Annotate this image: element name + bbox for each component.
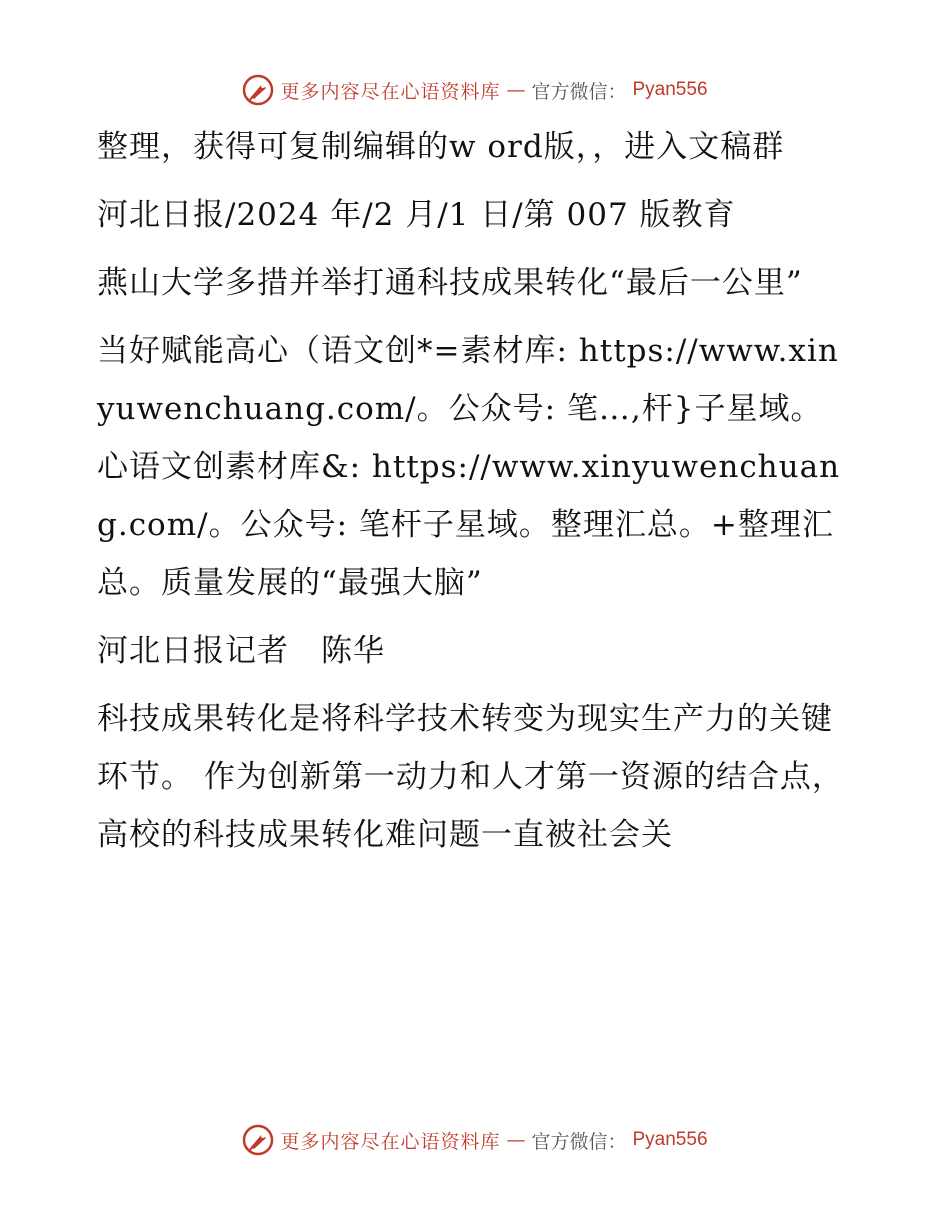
header-wechat-label: 官方微信： <box>531 80 627 103</box>
header-brand <box>242 74 707 106</box>
source-line: 河北日报/2024 年/2 月/1 日/第 007 版教育 <box>97 197 736 233</box>
page-footer <box>0 1120 950 1160</box>
footer-banner-text: 更多内容尽在心语资料库 <box>280 1130 501 1153</box>
article-subtitle: 当好赋能高心（语文创*=素材库: https://www.xinyuwenchuang.com/。公众号: 笔…,杆}子星域。心语文创素材库&: https://www.xinyuwenchuang.com/。公众号: 笔杆子星域。整理汇总。+整理汇总。质量发展的“最强大脑” <box>97 333 841 601</box>
header-wechat-id: Pyan556 <box>632 79 708 100</box>
footer-banner-dash: — <box>506 1129 526 1151</box>
header-banner-text: 更多内容尽在心语资料库 <box>280 80 501 103</box>
header-banner-dash: — <box>506 79 526 101</box>
footer-brand <box>242 1124 707 1156</box>
document-body <box>97 118 852 874</box>
intro-note: 整理，获得可复制编辑的w ord版，，进入文稿群 <box>97 129 785 165</box>
pen-nib-logo-icon <box>242 74 274 106</box>
footer-wechat-label: 官方微信： <box>531 1130 627 1153</box>
footer-wechat-id: Pyan556 <box>632 1129 708 1150</box>
byline: 河北日报记者 陈华 <box>97 633 385 669</box>
page-header <box>0 70 950 110</box>
article-title: 燕山大学多措并举打通科技成果转化“最后一公里” <box>97 265 803 301</box>
body-paragraph: 科技成果转化是将科学技术转变为现实生产力的关键环节。 作为创新第一动力和人才第一资源的结合点，高校的科技成果转化难问题一直被社会关 <box>97 701 844 853</box>
pen-nib-logo-icon <box>242 1124 274 1156</box>
